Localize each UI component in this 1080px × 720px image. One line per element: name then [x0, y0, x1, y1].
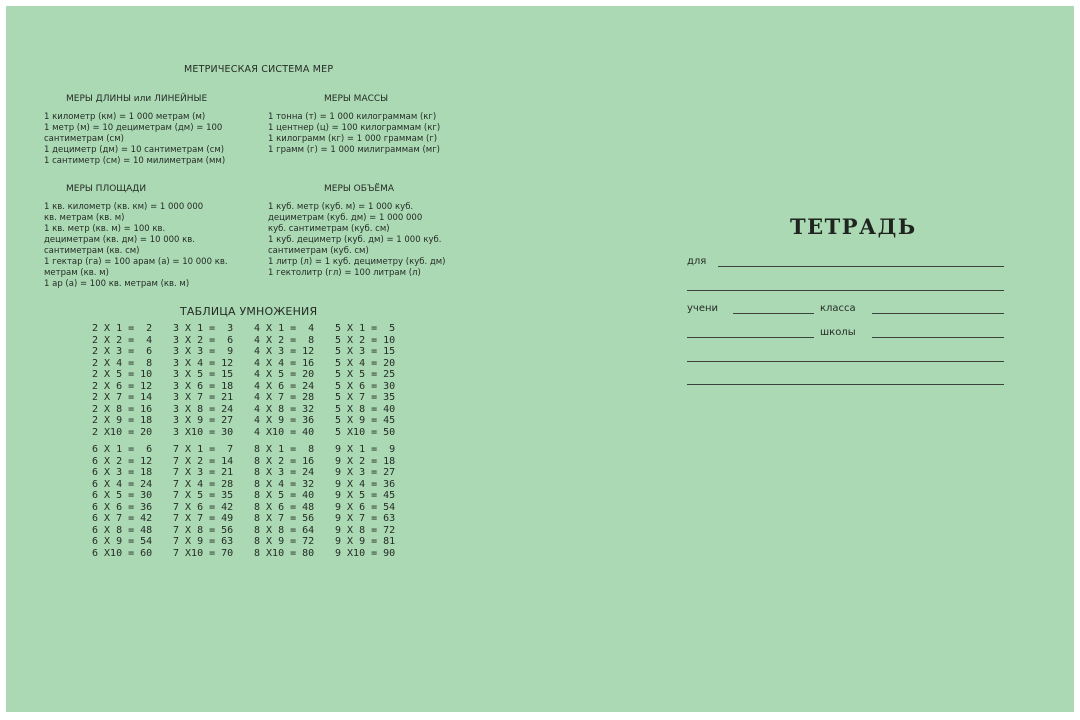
area-measures-section: [44, 184, 259, 290]
multiplication-column: [335, 444, 416, 559]
multiplication-row: 8 X 4 = 32: [254, 478, 315, 490]
multiplication-row: 8 X 9 = 72: [254, 536, 315, 547]
multiplication-row: 9 X 3 = 27: [335, 467, 396, 478]
measure-line: сантиметрам (куб. см): [268, 246, 369, 256]
multiplication-row: 7 X10 = 70: [173, 547, 234, 559]
multiplication-row: 7 X 4 = 28: [173, 478, 234, 490]
extra-line-1[interactable]: [687, 361, 1004, 362]
label-class: класса: [820, 303, 856, 314]
area-measures-header: МЕРЫ ПЛОЩАДИ: [66, 184, 147, 194]
owner-line-2[interactable]: [687, 290, 1004, 291]
multiplication-row: 8 X10 = 80: [254, 547, 315, 559]
multiplication-row: 8 X 6 = 48: [254, 501, 315, 513]
multiplication-table-title: ТАБЛИЦА УМНОЖЕНИЯ: [180, 305, 318, 318]
measure-line: сантиметрам (см): [44, 134, 124, 144]
multiplication-row: 2 X 6 = 12: [92, 380, 153, 392]
multiplication-row: 4 X 2 = 8: [254, 334, 315, 346]
multiplication-row: 4 X 4 = 16: [254, 357, 315, 369]
multiplication-row: 9 X 4 = 36: [335, 478, 396, 490]
measure-line: 1 центнер (ц) = 100 килограммам (кг): [268, 123, 441, 133]
multiplication-row: 5 X 5 = 25: [335, 369, 396, 380]
multiplication-row: 4 X 9 = 36: [254, 415, 315, 426]
multiplication-row: 3 X 8 = 24: [173, 403, 234, 415]
multiplication-row: 2 X 8 = 16: [92, 403, 153, 415]
length-measures-section: [44, 94, 259, 167]
mass-measures-lines: [268, 112, 478, 156]
multiplication-row: 9 X 7 = 63: [335, 513, 396, 524]
multiplication-row: 7 X 6 = 42: [173, 501, 234, 513]
multiplication-row: 7 X 3 = 21: [173, 467, 234, 478]
multiplication-column: [173, 444, 254, 559]
multiplication-row: 4 X 3 = 12: [254, 346, 315, 357]
multiplication-row: 2 X10 = 20: [92, 426, 153, 438]
owner-line-1[interactable]: [718, 266, 1004, 267]
multiplication-row: 5 X 6 = 30: [335, 380, 396, 392]
multiplication-row: 6 X 6 = 36: [92, 501, 153, 513]
notebook-cover: [6, 6, 1074, 712]
multiplication-row: 9 X 6 = 54: [335, 501, 396, 513]
multiplication-column: [335, 323, 416, 438]
multiplication-column: [254, 323, 335, 438]
multiplication-block: [92, 444, 416, 559]
volume-measures-header: МЕРЫ ОБЪЁМА: [324, 184, 395, 194]
measure-line: 1 куб. дециметр (куб. дм) = 1 000 куб.: [268, 235, 442, 245]
multiplication-row: 9 X 2 = 18: [335, 455, 396, 467]
measure-line: 1 гектар (га) = 100 арам (а) = 10 000 кв.: [44, 257, 228, 267]
measure-line: 1 кв. метр (кв. м) = 100 кв.: [44, 224, 166, 234]
notebook-title: ТЕТРАДЬ: [790, 214, 917, 239]
multiplication-row: 4 X 8 = 32: [254, 403, 315, 415]
measure-line: 1 кв. километр (кв. км) = 1 000 000: [44, 202, 204, 212]
multiplication-row: 5 X 2 = 10: [335, 334, 396, 346]
multiplication-column: [92, 444, 173, 559]
measure-line: 1 ар (а) = 100 кв. метрам (кв. м): [44, 279, 190, 289]
multiplication-row: 5 X 7 = 35: [335, 392, 396, 403]
multiplication-row: 8 X 1 = 8: [254, 444, 315, 455]
multiplication-row: 8 X 3 = 24: [254, 467, 315, 478]
measure-line: сантиметрам (кв. см): [44, 246, 140, 256]
measure-line: 1 метр (м) = 10 дециметрам (дм) = 100: [44, 123, 223, 133]
measure-line: 1 грамм (г) = 1 000 милиграммам (мг): [268, 145, 440, 155]
multiplication-row: 8 X 2 = 16: [254, 455, 315, 467]
multiplication-block: [92, 323, 416, 438]
measure-line: куб. сантиметрам (куб. см): [268, 224, 390, 234]
multiplication-row: 7 X 8 = 56: [173, 524, 234, 536]
measure-line: 1 сантиметр (см) = 10 милиметрам (мм): [44, 156, 226, 166]
multiplication-column: [92, 323, 173, 438]
multiplication-row: 6 X 8 = 48: [92, 524, 153, 536]
multiplication-row: 8 X 7 = 56: [254, 513, 315, 524]
multiplication-row: 7 X 2 = 14: [173, 455, 234, 467]
multiplication-row: 6 X 5 = 30: [92, 490, 153, 501]
measure-line: дециметрам (кв. дм) = 10 000 кв.: [44, 235, 196, 245]
multiplication-row: 3 X 6 = 18: [173, 380, 234, 392]
volume-measures-lines: [268, 202, 483, 279]
multiplication-row: 6 X 9 = 54: [92, 536, 153, 547]
multiplication-column: [173, 323, 254, 438]
area-measures-lines: [44, 202, 259, 290]
multiplication-row: 8 X 8 = 64: [254, 524, 315, 536]
metric-system-title: МЕТРИЧЕСКАЯ СИСТЕМА МЕР: [184, 64, 334, 75]
measure-line: 1 килограмм (кг) = 1 000 граммам (г): [268, 134, 438, 144]
volume-measures-section: [268, 184, 483, 279]
multiplication-row: 9 X 5 = 45: [335, 490, 396, 501]
multiplication-row: 3 X 7 = 21: [173, 392, 234, 403]
multiplication-row: 4 X10 = 40: [254, 426, 315, 438]
multiplication-row: 7 X 7 = 49: [173, 513, 234, 524]
multiplication-row: 5 X 1 = 5: [335, 323, 396, 334]
multiplication-row: 6 X 4 = 24: [92, 478, 153, 490]
multiplication-row: 9 X10 = 90: [335, 547, 396, 559]
multiplication-row: 5 X10 = 50: [335, 426, 396, 438]
multiplication-row: 4 X 6 = 24: [254, 380, 315, 392]
measure-line: метрам (кв. м): [44, 268, 109, 278]
label-school: школы: [820, 327, 856, 338]
multiplication-row: 3 X10 = 30: [173, 426, 234, 438]
student-line[interactable]: [733, 313, 814, 314]
multiplication-row: 6 X 3 = 18: [92, 467, 153, 478]
multiplication-row: 3 X 2 = 6: [173, 334, 234, 346]
multiplication-row: 6 X 7 = 42: [92, 513, 153, 524]
multiplication-row: 3 X 5 = 15: [173, 369, 234, 380]
multiplication-row: 7 X 9 = 63: [173, 536, 234, 547]
multiplication-row: 4 X 7 = 28: [254, 392, 315, 403]
school-line-left[interactable]: [687, 337, 814, 338]
multiplication-row: 7 X 1 = 7: [173, 444, 234, 455]
multiplication-row: 5 X 9 = 45: [335, 415, 396, 426]
measure-line: 1 куб. метр (куб. м) = 1 000 куб.: [268, 202, 414, 212]
mass-measures-header: МЕРЫ МАССЫ: [324, 94, 389, 104]
extra-line-2[interactable]: [687, 384, 1004, 385]
multiplication-row: 2 X 1 = 2: [92, 323, 153, 334]
measure-line: 1 литр (л) = 1 куб. дециметру (куб. дм): [268, 257, 446, 267]
measure-line: кв. метрам (кв. м): [44, 213, 125, 223]
measure-line: дециметрам (куб. дм) = 1 000 000: [268, 213, 423, 223]
mass-measures-section: [268, 94, 478, 156]
multiplication-row: 3 X 4 = 12: [173, 357, 234, 369]
multiplication-row: 9 X 9 = 81: [335, 536, 396, 547]
multiplication-row: 5 X 8 = 40: [335, 403, 396, 415]
multiplication-row: 8 X 5 = 40: [254, 490, 315, 501]
measure-line: 1 тонна (т) = 1 000 килограммам (кг): [268, 112, 437, 122]
multiplication-row: 9 X 8 = 72: [335, 524, 396, 536]
multiplication-table: [92, 323, 416, 559]
multiplication-row: 3 X 9 = 27: [173, 415, 234, 426]
multiplication-row: 4 X 1 = 4: [254, 323, 315, 334]
multiplication-row: 2 X 2 = 4: [92, 334, 153, 346]
multiplication-row: 3 X 3 = 9: [173, 346, 234, 357]
multiplication-row: 6 X10 = 60: [92, 547, 153, 559]
label-for: для: [687, 256, 707, 267]
multiplication-row: 9 X 1 = 9: [335, 444, 396, 455]
multiplication-row: 5 X 3 = 15: [335, 346, 396, 357]
multiplication-row: 2 X 3 = 6: [92, 346, 153, 357]
multiplication-row: 4 X 5 = 20: [254, 369, 315, 380]
measure-line: 1 дециметр (дм) = 10 сантиметрам (см): [44, 145, 225, 155]
multiplication-row: 2 X 4 = 8: [92, 357, 153, 369]
multiplication-row: 6 X 1 = 6: [92, 444, 153, 455]
multiplication-row: 5 X 4 = 20: [335, 357, 396, 369]
length-measures-header: МЕРЫ ДЛИНЫ или ЛИНЕЙНЫЕ: [66, 94, 208, 104]
multiplication-row: 2 X 5 = 10: [92, 369, 153, 380]
class-line[interactable]: [872, 313, 1004, 314]
multiplication-row: 2 X 7 = 14: [92, 392, 153, 403]
multiplication-row: 6 X 2 = 12: [92, 455, 153, 467]
multiplication-row: 3 X 1 = 3: [173, 323, 234, 334]
measure-line: 1 километр (км) = 1 000 метрам (м): [44, 112, 206, 122]
label-student: учени: [687, 303, 719, 314]
school-line-right[interactable]: [872, 337, 1004, 338]
measure-line: 1 гектолитр (гл) = 100 литрам (л): [268, 268, 421, 278]
length-measures-lines: [44, 112, 259, 167]
multiplication-row: 2 X 9 = 18: [92, 415, 153, 426]
multiplication-row: 7 X 5 = 35: [173, 490, 234, 501]
multiplication-column: [254, 444, 335, 559]
